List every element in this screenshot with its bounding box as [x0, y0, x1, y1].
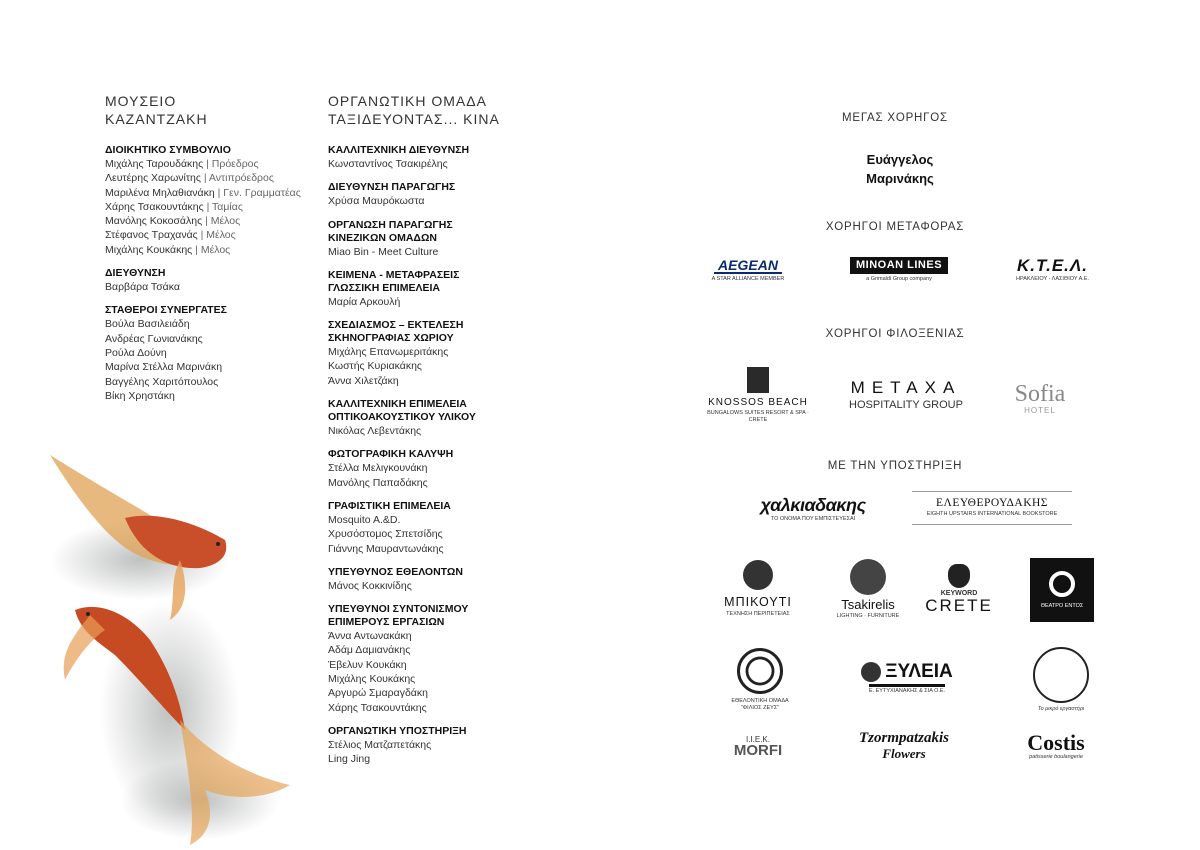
grand-sponsor-name: Ευάγγελος Μαρινάκης [866, 152, 934, 186]
credit-name [328, 701, 538, 715]
person-name: Μανόλης Κοκοσάλης [105, 215, 203, 228]
credit-name [328, 374, 538, 388]
credit-name [105, 317, 305, 331]
credit-name [328, 527, 538, 541]
person-name: Χρύσα Μαυρόκωστα [328, 195, 425, 208]
credit-section [328, 448, 538, 490]
sofia-hotel-logo: Sofia HOTEL [1014, 380, 1066, 415]
organizing-team-column [328, 92, 538, 777]
person-role: | Γεν. Γραμματέας [217, 186, 301, 199]
xyleia-logo: ΞΥΛΕΙΑ Ε. ΕΥΤΥΧΙΑΝΑΚΗΣ & ΣΙΑ Ο.Ε. [850, 660, 964, 696]
person-name: Mosquito A.&D. [328, 513, 401, 526]
credit-name [328, 752, 538, 766]
credit-name [105, 186, 305, 200]
credit-name [328, 686, 538, 700]
credit-name [328, 579, 538, 593]
chalkiadakis-logo: χαλκιαδακης ΤΟ ΟΝΟΜΑ ΠΟΥ ΕΜΠΙΣΤΕΥΕΣΑΙ [760, 494, 866, 522]
credit-name [328, 672, 538, 686]
person-name: Βαρβάρα Τσάκα [105, 281, 180, 294]
museum-title: ΜΟΥΣΕΙΟ ΚΑΖΑΝΤΖΑΚΗ [105, 93, 208, 127]
section-heading: ΟΡΓΑΝΩΤΙΚΗ ΥΠΟΣΤΗΡΙΞΗ [328, 724, 467, 737]
credit-name [328, 424, 538, 438]
person-role: | Πρόεδρος [206, 158, 259, 170]
section-heading: ΚΕΙΜΕΝΑ - ΜΕΤΑΦΡΑΣΕΙΣ [328, 268, 460, 281]
credit-section [105, 267, 305, 294]
section-heading: ΚΙΝΕΖΙΚΩΝ ΟΜΑΔΩΝ [328, 231, 437, 244]
credit-name [328, 295, 538, 309]
iek-morfi-logo: Ι.Ι.Ε.Κ. MORFI [733, 735, 783, 759]
section-heading: ΣΚΗΝΟΓΡΑΦΙΑΣ ΧΩΡΙΟΥ [328, 332, 454, 345]
credit-name [105, 346, 305, 360]
person-role: | Μέλος [205, 215, 241, 228]
section-heading: ΕΠΙΜΕΡΟΥΣ ΕΡΓΑΣΙΩΝ [328, 616, 445, 629]
credit-name [328, 345, 538, 359]
kids-figures-icon [1033, 647, 1089, 703]
person-name: Βαγγέλης Χαριτόπουλος [105, 375, 219, 388]
credit-name [328, 359, 538, 373]
credit-name [105, 200, 305, 214]
person-name: Κωνσταντίνος Τσακιρέλης [328, 158, 448, 170]
person-role: | Ταμίας [206, 200, 243, 213]
person-name: Μιχάλης Κουκάκης [105, 243, 193, 256]
grand-sponsor-heading: ΜΕΓΑΣ ΧΟΡΗΓΟΣ [842, 112, 948, 124]
credit-name [328, 461, 538, 475]
koi-fish-painting [30, 440, 330, 850]
person-name: Μάνος Κοκκινίδης [328, 579, 412, 592]
knossos-emblem-icon [747, 367, 769, 393]
bikouti-face-icon [743, 560, 773, 590]
credit-name [328, 194, 538, 208]
person-name: Miao Bin - Meet Culture [328, 245, 439, 258]
mask-icon [948, 564, 970, 588]
credit-name [328, 513, 538, 527]
section-heading: ΓΛΩΣΣΙΚΗ ΕΠΙΜΕΛΕΙΑ [328, 281, 440, 294]
section-heading: ΣΤΑΘΕΡΟΙ ΣΥΝΕΡΓΑΤΕΣ [105, 304, 227, 317]
theatro-logo: ΘΕΑΤΡΟ ΕΝΤΟΣ [1030, 558, 1094, 622]
section-heading: ΦΩΤΟΓΡΑΦΙΚΗ ΚΑΛΥΨΗ [328, 448, 454, 461]
person-name: Γιάννης Μαυραντωνάκης [328, 542, 444, 555]
person-name: Νικόλας Λεβεντάκης [328, 425, 422, 438]
knossos-beach-logo: KNOSSOS BEACH BUNGALOWS SUITES RESORT & SPA · CRETE [700, 362, 816, 428]
credit-section [328, 269, 538, 309]
credit-name [105, 360, 305, 374]
person-name: Λευτέρης Χαρωνίτης [105, 172, 201, 185]
credit-section [105, 304, 305, 403]
person-name: Χρυσόστομος Σπετσίδης [328, 528, 443, 541]
section-heading: ΓΡΑΦΙΣΤΙΚΗ ΕΠΙΜΕΛΕΙΑ [328, 499, 451, 512]
tzormpatzakis-flowers-logo: Tzormpatzakis Flowers [858, 729, 949, 761]
person-role: | Μέλος [200, 229, 236, 242]
hospitality-sponsors-heading: ΧΟΡΗΓΟΙ ΦΙΛΟΞΕΝΙΑΣ [825, 328, 965, 340]
person-role: | Μέλος [195, 243, 231, 256]
person-name: Στέφανος Τραχανάς [105, 229, 198, 242]
credit-name [105, 214, 305, 228]
person-name: Άννα Αντωνακάκη [328, 630, 412, 643]
person-name: Βούλα Βασιλειάδη [105, 318, 190, 331]
person-name: Μιχάλης Επανωμεριτάκης [328, 346, 449, 359]
person-name: Κωστής Κυριακάκης [328, 360, 422, 373]
xyleia-ek-icon [861, 662, 881, 682]
theatro-circle-icon [1049, 571, 1075, 597]
credit-section [328, 319, 538, 388]
credit-name [105, 389, 305, 403]
tsakirelis-logo: Tsakirelis LIGHTING · FURNITURE [826, 556, 910, 622]
person-name: Αργυρώ Σμαραγδάκη [328, 687, 428, 700]
section-heading: ΚΑΛΛΙΤΕΧΝΙΚΗ ΔΙΕΥΘΥΝΣΗ [328, 144, 470, 156]
section-heading: ΥΠΕΥΘΥΝΟΙ ΣΥΝΤΟΝΙΣΜΟΥ [328, 603, 469, 616]
credit-name [105, 332, 305, 346]
transport-sponsors-heading: ΧΟΡΗΓΟΙ ΜΕΤΑΦΟΡΑΣ [825, 221, 965, 233]
section-heading: ΔΙΕΥΘΥΝΣΗ ΠΑΡΑΓΩΓΗΣ [328, 181, 456, 194]
keyword-crete-logo: KEYWORD CRETE [918, 556, 1000, 622]
credit-section [328, 566, 538, 593]
museum-column [105, 92, 305, 413]
person-name: Ρούλα Δούνη [105, 346, 167, 359]
credit-section [328, 500, 538, 556]
credit-section [328, 398, 538, 438]
credit-name [328, 738, 538, 752]
section-heading: ΟΠΤΙΚΟΑΚΟΥΣΤΙΚΟΥ ΥΛΙΚΟΥ [328, 411, 476, 424]
tsakirelis-circle-icon [850, 559, 886, 595]
section-heading: ΚΑΛΛΙΤΕΧΝΙΚΗ ΕΠΙΜΕΛΕΙΑ [328, 398, 467, 411]
costis-logo: Costis patisserie boulangerie [1027, 729, 1085, 760]
credit-name [328, 629, 538, 643]
credit-section [328, 603, 538, 715]
eleftheroudakis-logo: ΕΛΕΥΘΕΡΟΥΔΑΚΗΣ EIGHTH UPSTAIRS INTERNATIONAL BOOKSTORE [912, 491, 1072, 525]
credit-name [105, 157, 305, 171]
credit-section [328, 181, 538, 208]
person-name: Βίκη Χρηστάκη [105, 389, 175, 402]
credit-name [105, 375, 305, 389]
filios-zeus-volunteer-logo: ΕΘΕΛΟΝΤΙΚΗ ΟΜΑΔΑ "ΦΙΛΙΟΣ ΖΕΥΣ" [722, 644, 798, 716]
credit-name [328, 157, 538, 171]
metaxa-hospitality-logo: METAXA HOSPITALITY GROUP [849, 378, 963, 411]
credit-section [328, 144, 538, 171]
person-name: Μαρίνα Στέλλα Μαρινάκη [105, 361, 223, 374]
credit-section [105, 144, 305, 257]
credit-name [328, 476, 538, 490]
person-name: Μιχάλης Κουκάκης [328, 673, 416, 686]
bikouti-logo: ΜΠΙΚΟΥΤΙ ΤΕΧΝΗΣΗ ΠΕΡΙΠΕΤΕΙΑΣ [712, 556, 804, 622]
credit-section [328, 219, 538, 259]
person-name: Μανόλης Παπαδάκης [328, 476, 428, 489]
person-name: Ling Jing [328, 753, 371, 766]
person-name: Χάρης Τσακουντάκης [328, 701, 427, 714]
person-role: | Αντιπρόεδρος [203, 172, 274, 185]
person-name: Ανδρέας Γωνιανάκης [105, 332, 203, 345]
section-heading: ΥΠΕΥΘΥΝΟΣ ΕΘΕΛΟΝΤΩΝ [328, 565, 463, 578]
support-heading: ΜΕ ΤΗΝ ΥΠΟΣΤΗΡΙΞΗ [827, 460, 963, 472]
ktel-logo: Κ.Τ.Ε.Λ. ΗΡΑΚΛΕΙΟΥ - ΛΑΣΙΘΙΟΥ Α.Ε. [1015, 256, 1090, 282]
credit-name [328, 643, 538, 657]
person-name: Μαριλένα Μηλαθιανάκη [105, 186, 215, 199]
person-name: Στέλλα Μελιγκουνάκη [328, 462, 428, 475]
person-name: Χάρης Τσακουντάκης [105, 200, 204, 213]
credit-name [328, 542, 538, 556]
section-heading: ΣΧΕΔΙΑΣΜΟΣ – ΕΚΤΕΛΕΣΗ [328, 319, 464, 332]
minoan-lines-logo: MINOAN LINES a Grimaldi Group company [840, 253, 958, 287]
person-name: Μαρία Αρκουλή [328, 295, 401, 308]
credit-name [105, 280, 305, 294]
credit-name [105, 228, 305, 242]
kids-workshop-logo: Το μικρό εργαστήρι [1024, 644, 1098, 716]
person-name: Αδάμ Δαμιανάκης [328, 644, 411, 657]
filios-emblem-icon [737, 648, 783, 694]
section-heading: ΔΙΕΥΘΥΝΣΗ [105, 267, 166, 280]
aegean-logo: AEGEAN A STAR ALLIANCE MEMBER [711, 256, 785, 282]
credit-name [328, 245, 538, 259]
organizing-team-title: ΟΡΓΑΝΩΤΙΚΗ ΟΜΑΔΑ ΤΑΞΙΔΕΥΟΝΤΑΣ... ΚΙΝΑ [328, 93, 500, 127]
credit-name [105, 171, 305, 185]
person-name: Άννα Χιλετζάκη [328, 374, 399, 387]
section-heading: ΔΙΟΙΚΗΤΙΚΟ ΣΥΜΒΟΥΛΙΟ [105, 144, 231, 156]
person-name: Μιχάλης Ταρουδάκης [105, 158, 204, 170]
person-name: Έβελυν Κουκάκη [328, 658, 407, 671]
credit-name [105, 243, 305, 257]
person-name: Στέλιος Ματζαπετάκης [328, 738, 432, 751]
credit-name [328, 658, 538, 672]
section-heading: ΟΡΓΑΝΩΣΗ ΠΑΡΑΓΩΓΗΣ [328, 218, 453, 231]
credit-section [328, 725, 538, 767]
